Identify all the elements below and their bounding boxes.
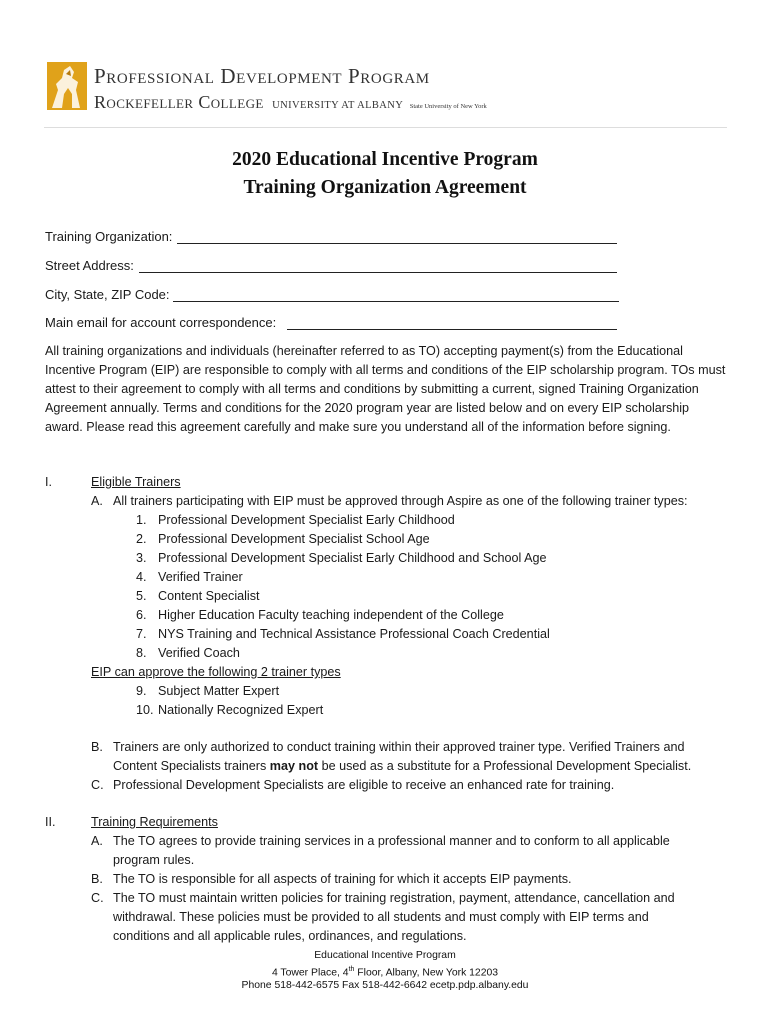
footer-address-sup: th [348, 965, 355, 973]
section-2-item-letter: C. [91, 891, 104, 905]
b-text-part: be used as a substitute for a Professional Development Specialist. [318, 759, 692, 773]
street-address-input-line[interactable] [139, 272, 617, 273]
title-line-1: 2020 Educational Incentive Program [232, 149, 538, 170]
section-2-item-text: program rules. [113, 853, 195, 867]
section-2-item-text: The TO agrees to provide training services in a professional manner and to conform to all applicable [113, 834, 670, 848]
trainer-type-num: 3. [136, 551, 147, 565]
trainer-type-item: Higher Education Faculty teaching independent of the College [158, 608, 504, 622]
main-email-input-line[interactable] [287, 329, 617, 330]
section-1-a-text: All trainers participating with EIP must be approved through Aspire as one of the following trainer types: [113, 494, 688, 508]
city-state-zip-label: City, State, ZIP Code: [45, 287, 170, 302]
trainer-type-num: 7. [136, 627, 147, 641]
logo-suny: State University of New York [409, 103, 487, 110]
trainer-type-item: Professional Development Specialist Early Childhood [158, 513, 455, 527]
main-email-field [45, 315, 276, 330]
training-organization-input-line[interactable] [177, 243, 617, 244]
trainer-type-item: Verified Trainer [158, 570, 243, 584]
footer-address-part: Floor, Albany, New York 12203 [354, 966, 499, 978]
logo-college: Rockefeller College [94, 92, 264, 112]
section-2-item-text: conditions and all applicable rules, ordinances, and regulations. [113, 929, 467, 943]
document-title [0, 146, 770, 202]
training-organization-field [45, 229, 172, 244]
b-text-emphasis: may not [269, 759, 319, 773]
section-1-b-text-line-1: Trainers are only authorized to conduct training within their approved trainer type. Verified Trainers and [113, 740, 685, 754]
section-1-c-letter: C. [91, 778, 104, 792]
flame-torch-icon [44, 60, 90, 112]
section-1-b-text-line-2 [113, 759, 691, 773]
training-organization-label: Training Organization: [45, 229, 173, 244]
trainer-type-item: Verified Coach [158, 646, 240, 660]
trainer-type-num: 9. [136, 684, 147, 698]
pdp-logo [44, 60, 504, 116]
section-2-item-text: The TO is responsible for all aspects of training for which it accepts EIP payments. [113, 872, 572, 886]
section-1-numeral: I. [45, 475, 52, 489]
section-2-item-letter: A. [91, 834, 103, 848]
city-state-zip-input-line[interactable] [173, 301, 619, 302]
trainer-type-item: Subject Matter Expert [158, 684, 280, 698]
b-text-part: Content Specialists trainers [113, 759, 270, 773]
footer-address-part: 4 Tower Place, 4 [271, 966, 349, 978]
footer-address [0, 963, 770, 980]
trainer-type-num: 4. [136, 570, 147, 584]
section-1-heading: Eligible Trainers [91, 475, 181, 489]
section-2-item-letter: B. [91, 872, 103, 886]
page-footer [0, 949, 770, 993]
city-state-zip-field [45, 287, 170, 302]
trainer-type-num: 8. [136, 646, 147, 660]
trainer-type-num: 10. [136, 703, 154, 717]
trainer-type-num: 6. [136, 608, 147, 622]
trainer-type-item: NYS Training and Technical Assistance Professional Coach Credential [158, 627, 550, 641]
footer-contact: Phone 518-442-6575 Fax 518-442-6642 ecetp.pdp.albany.edu [241, 980, 529, 992]
eip-approved-subheading: EIP can approve the following 2 trainer types [91, 665, 341, 679]
logo-affiliation [94, 92, 487, 113]
intro-paragraph: All training organizations and individuals (hereinafter referred to as TO) accepting payment(s) from the Educational Incentive Program (EIP) are responsible to comply with all terms and conditions of the EIP scholarship program. TOs must attest to their agreement to comply with all terms and conditions by submitting a current, signed Training Organization Agreement annually. Terms and conditions for the 2020 program year are listed below and on every EIP scholarship award. Please read this agreement carefully and make sure you understand all of the information before signing. [45, 344, 726, 434]
street-address-field [45, 258, 134, 273]
logo-program-name: Professional Development Program [94, 64, 430, 88]
street-address-label: Street Address: [45, 258, 134, 273]
main-email-label: Main email for account correspondence: [45, 315, 277, 330]
section-1-c-text: Professional Development Specialists are eligible to receive an enhanced rate for training. [113, 778, 615, 792]
footer-program-name: Educational Incentive Program [314, 950, 456, 961]
trainer-type-item: Professional Development Specialist School Age [158, 532, 430, 546]
trainer-type-item: Nationally Recognized Expert [158, 703, 324, 717]
trainer-type-num: 1. [136, 513, 147, 527]
title-line-2: Training Organization Agreement [243, 177, 527, 198]
header-divider [44, 127, 727, 128]
section-2-heading: Training Requirements [91, 815, 218, 829]
section-1-b-letter: B. [91, 740, 103, 754]
section-2-item-text: The TO must maintain written policies for training registration, payment, attendance, cancellation and [113, 891, 675, 905]
section-1-a-letter: A. [91, 494, 103, 508]
trainer-type-num: 2. [136, 532, 147, 546]
logo-university: UNIVERSITY AT ALBANY [272, 100, 404, 111]
trainer-type-num: 5. [136, 589, 147, 603]
trainer-type-item: Professional Development Specialist Early Childhood and School Age [158, 551, 547, 565]
trainer-type-item: Content Specialist [158, 589, 260, 603]
section-2-numeral: II. [45, 815, 56, 829]
section-2-item-text: withdrawal. These policies must be provided to all students and must comply with EIP terms and [113, 910, 649, 924]
